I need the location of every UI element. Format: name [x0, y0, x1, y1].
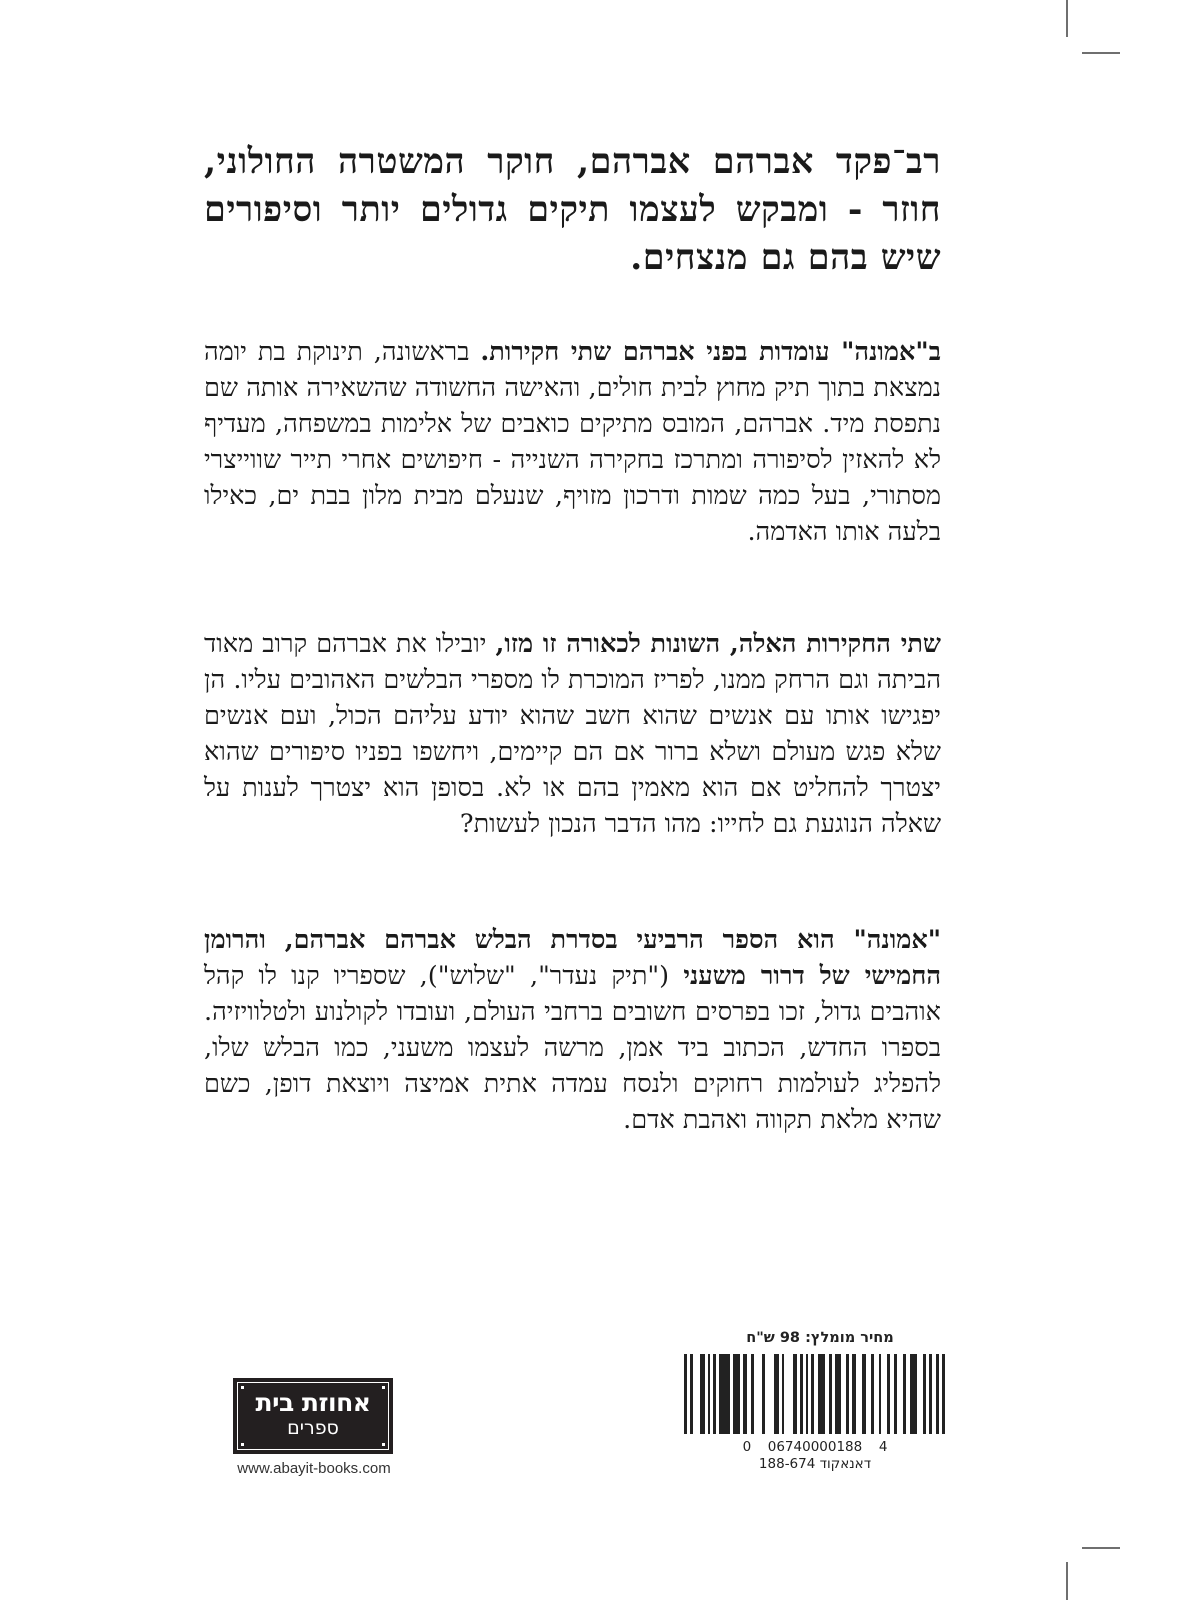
- publisher-url: www.abayit-books.com: [237, 1460, 391, 1477]
- barcode-number: 0 06740000188 4: [742, 1439, 888, 1455]
- logo-corner-dot: [382, 1386, 385, 1389]
- publisher-subtitle: ספרים: [287, 1417, 339, 1439]
- paragraph-3-text: ("תיק נעדר", "שלוש"), שספריו קנו לו קהל אוהבים גדול, זכו בפרסים חשובים ברחבי העולם, ועובדו לקולנוע ולטלוויזיה. בספרו החדש, הכתוב ביד אמן, מרשה לעצמו משעני, כמו הבלש שלו, להפליג לעולמות רחוקים ולנסח עמדה אתית אמיצה ויוצאת דופן, כשם שהיא מלאת תקווה ואהבת אדם.: [204, 961, 941, 1135]
- recommended-price: מחיר מומלץ: 98 ש"ח: [746, 1330, 894, 1346]
- publisher-name: אחוזת בית: [255, 1388, 371, 1417]
- publisher-logo: [233, 1378, 393, 1454]
- logo-corner-dot: [382, 1443, 385, 1446]
- crop-mark-top-vertical: [1066, 0, 1068, 37]
- paragraph-1-bold-intro: ב"אמונה" עומדות בפני אברהם שתי חקירות.: [480, 337, 941, 367]
- danacode: דאנאקוד 188-674: [758, 1456, 872, 1472]
- blurb-paragraph-3: [204, 922, 941, 1138]
- blurb-paragraph-1: [204, 334, 941, 550]
- crop-mark-bottom-vertical: [1066, 1562, 1068, 1600]
- paragraph-3-bold-intro: "אמונה" הוא הספר הרביעי בסדרת הבלש אברהם אברהם, והרומן החמישי של דרור משעני: [204, 925, 941, 991]
- blurb-paragraph-2: [204, 626, 941, 842]
- logo-corner-dot: [241, 1443, 244, 1446]
- lead-blurb: רב־פקד אברהם אברהם, חוקר המשטרה החולוני, חוזר - ומבקש לעצמו תיקים גדולים יותר וסיפורים שיש בהם גם מנצחים.: [204, 141, 941, 278]
- crop-mark-top-horizontal: [1082, 52, 1120, 54]
- paragraph-1-text: בראשונה, תינוקת בת יומה נמצאת בתוך תיק מחוץ לבית חולים, והאישה החשודה שהשאירה אותה שם נתפסת מיד. אברהם, המובס מתיקים כואבים של אלימות במשפחה, מעדיף לא להאזין לסיפורה ומתרכז בחקירה השנייה - חיפושים אחרי תייר שווייצרי מסתורי, בעל כמה שמות ודרכון מזויף, שנעלם מבית מלון בבת ים, כאילו בלעה אותו האדמה.: [204, 337, 941, 547]
- logo-corner-dot: [241, 1386, 244, 1389]
- crop-mark-bottom-horizontal: [1082, 1547, 1120, 1549]
- publisher-logo-frame: [237, 1382, 389, 1450]
- paragraph-2-bold-intro: שתי החקירות האלה, השונות לכאורה זו מזו,: [495, 629, 941, 659]
- barcode-icon: [684, 1354, 946, 1434]
- paragraph-2-text: יובילו את אברהם קרוב מאוד הביתה וגם הרחק ממנו, לפריז המוכרת לו מספרי הבלשים האהובים עליו. הן יפגישו אותו עם אנשים שהוא חשב שהוא יודע עליהם הכול, ועם אנשים שלא פגש מעולם ושלא ברור אם הם קיימים, ויחשפו בפניו סיפורים שהוא יצטרך להחליט אם הוא מאמין בהם או לא. בסופן הוא יצטרך לענות על שאלה הנוגעת גם לחייו: מהו הדבר הנכון לעשות?: [204, 629, 941, 839]
